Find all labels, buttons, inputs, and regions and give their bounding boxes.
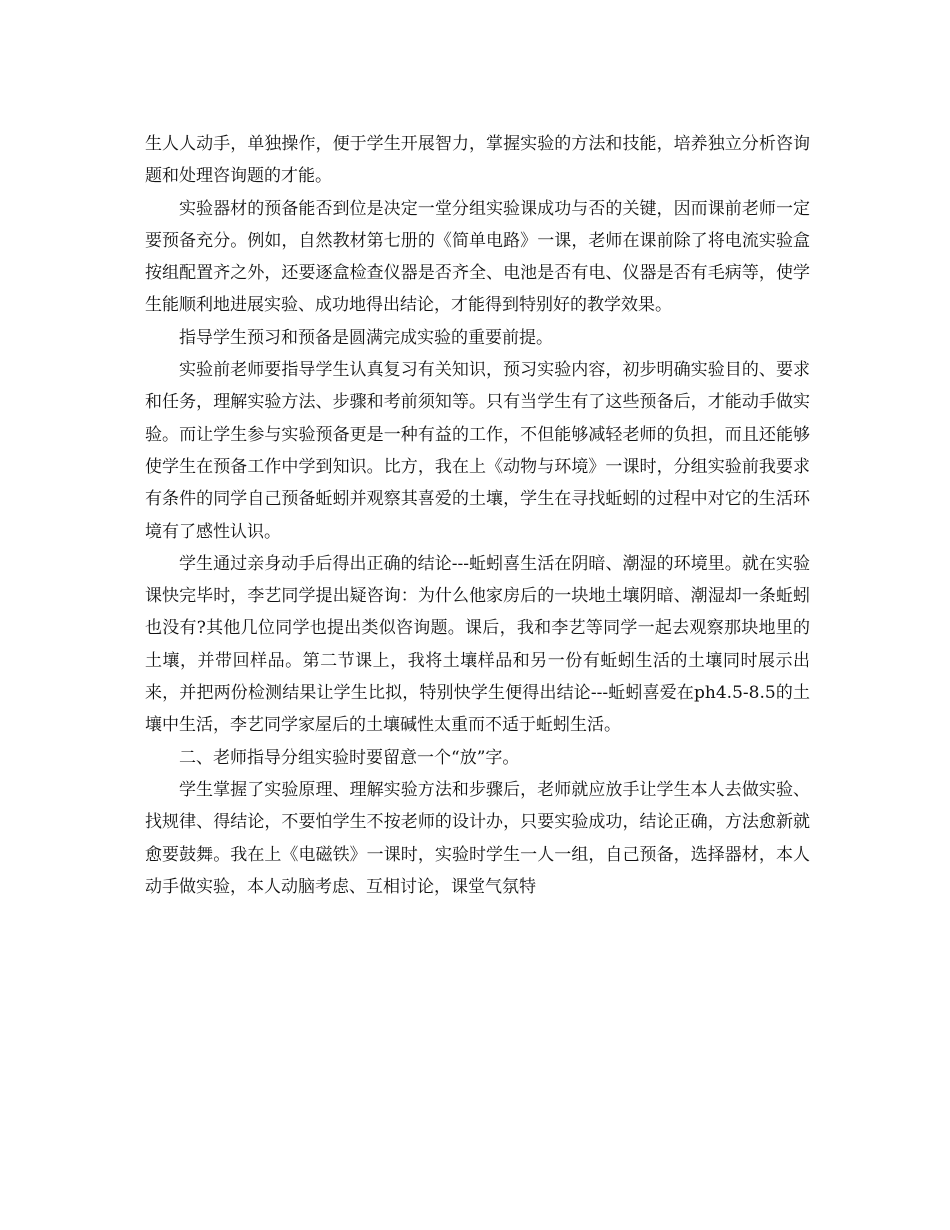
paragraph-4: 实验前老师要指导学生认真复习有关知识，预习实验内容，初步明确实验目的、要求和任务，理解实验方法、步骤和考前须知等。只有当学生有了这些预备后，才能动手做实验。而让学生参与实验预备更是一种有益的工作，不但能够减轻老师的负担，而且还能够使学生在预备工作中学到知识。比方，我在上《动物与环境》一课时，分组实验前我要求有条件的同学自己预备蚯蚓并观察其喜爱的土壤，学生在寻找蚯蚓的过程中对它的生活环境有了感性认识。 <box>145 360 810 542</box>
paragraph-3: 指导学生预习和预备是圆满完成实验的重要前提。 <box>179 327 553 348</box>
paragraph-1: 生人人动手，单独操作，便于学生开展智力，掌握实验的方法和技能，培养独立分析咨询题和处理咨询题的才能。 <box>145 134 810 187</box>
paragraph-6: 二、老师指导分组实验时要留意一个“放”字。 <box>179 747 520 768</box>
document-body <box>145 128 810 903</box>
paragraph-5: 学生通过亲身动手后得出正确的结论---蚯蚓喜生活在阴暗、潮湿的环境里。就在实验课快完毕时，李艺同学提出疑咨询：为什么他家房后的一块地土壤阴暗、潮湿却一条蚯蚓也没有?其他几位同学也提出类似咨询题。课后，我和李艺等同学一起去观察那块地里的土壤，并带回样品。第二节课上，我将土壤样品和另一份有蚯蚓生活的土壤同时展示出来，并把两份检测结果让学生比拟，特别快学生便得出结论---蚯蚓喜爱在ph4.5-8.5的土壤中生活，李艺同学家屋后的土壤碱性太重而不适于蚯蚓生活。 <box>145 553 810 736</box>
paragraph-7: 学生掌握了实验原理、理解实验方法和步骤后，老师就应放手让学生本人去做实验、找规律、得结论，不要怕学生不按老师的设计办，只要实验成功，结论正确，方法愈新就愈要鼓舞。我在上《电磁铁》一课时，实验时学生一人一组，自己预备，选择器材，本人动手做实验，本人动脑考虑、互相讨论，课堂气氛特 <box>145 779 810 897</box>
paragraph-2: 实验器材的预备能否到位是决定一堂分组实验课成功与否的关键，因而课前老师一定要预备充分。例如，自然教材第七册的《简单电路》一课，老师在课前除了将电流实验盒按组配置齐之外，还要逐盒检查仪器是否齐全、电池是否有电、仪器是否有毛病等，使学生能顺利地进展实验、成功地得出结论，才能得到特别好的教学效果。 <box>145 198 810 316</box>
